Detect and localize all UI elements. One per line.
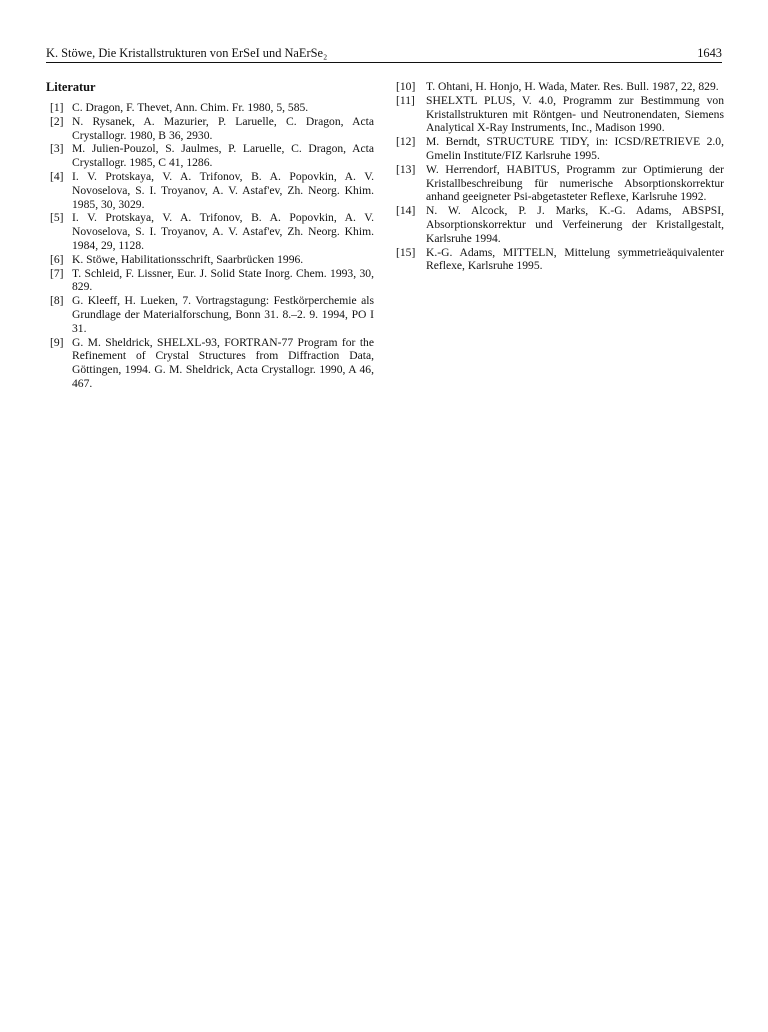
running-title: K. Stöwe, Die Kristallstrukturen von ErSeI und NaErSe₂ [46,46,328,60]
reference-number: [4] [50,169,64,183]
reference-number: [7] [50,266,64,280]
right-column [396,80,724,273]
reference-number: [12] [396,135,416,149]
reference-item [46,170,374,211]
reference-text: K. Stöwe, Habilitationsschrift, Saarbrücken 1996. [72,252,304,266]
reference-number: [6] [50,252,64,266]
reference-text: T. Ohtani, H. Honjo, H. Wada, Mater. Res. Bull. 1987, 22, 829. [426,80,719,93]
reference-item [46,253,374,267]
reference-number: [15] [396,245,416,259]
reference-item [396,246,724,274]
reference-text: G. Kleeff, H. Lueken, 7. Vortragstagung: Festkörperchemie als Grundlage der Materialforschung, Bonn 31. 8.–2. 9. 1994, PO I 31. [72,294,374,335]
reference-text: I. V. Protskaya, V. A. Trifonov, B. A. Popovkin, A. V. Novoselova, S. I. Troyanov, A. V. Astaf'ev, Zh. Neorg. Khim. 1984, 29, 1128. [72,211,374,252]
reference-item [396,163,724,204]
reference-text: G. M. Sheldrick, SHELXL-93, FORTRAN-77 Program for the Refinement of Crystal Structures from Diffraction Data, Göttingen, 1994. G. M. Sheldrick, Acta Crystallogr. 1990, A 46, 467. [72,335,374,390]
reference-item [46,142,374,170]
reference-item [396,135,724,163]
page-number: 1643 [697,46,722,60]
reference-item [46,267,374,295]
section-heading: Literatur [46,80,96,94]
reference-item [396,80,724,94]
reference-item [46,115,374,143]
running-header [46,44,722,62]
reference-text: K.-G. Adams, MITTELN, Mittelung symmetrieäquivalenter Reflexe, Karlsruhe 1995. [426,245,724,273]
reference-number: [14] [396,204,416,218]
reference-list-right [396,80,724,273]
reference-list-left [46,101,374,391]
reference-number: [9] [50,335,64,349]
reference-item [396,94,724,135]
reference-item [46,211,374,252]
reference-number: [8] [50,294,64,308]
reference-item [396,204,724,245]
reference-item [46,294,374,335]
header-rule [46,62,722,63]
reference-text: T. Schleid, F. Lissner, Eur. J. Solid State Inorg. Chem. 1993, 30, 829. [72,266,374,294]
reference-number: [13] [396,162,416,176]
reference-number: [5] [50,211,64,225]
reference-text: I. V. Protskaya, V. A. Trifonov, B. A. Popovkin, A. V. Novoselova, S. I. Troyanov, A. V. Astaf'ev, Zh. Neorg. Khim. 1985, 30, 3029. [72,169,374,211]
reference-text: N. Rysanek, A. Mazurier, P. Laruelle, C. Dragon, Acta Crystallogr. 1980, B 36, 2930. [72,114,374,142]
reference-text: M. Berndt, STRUCTURE TIDY, in: ICSD/RETRIEVE 2.0, Gmelin Institute/FIZ Karlsruhe 1995. [426,135,724,162]
reference-number: [1] [50,101,64,114]
reference-number: [11] [396,93,415,107]
left-column [46,80,374,391]
reference-text: W. Herrendorf, HABITUS, Programm zur Optimierung der Kristallbeschreibung für numerische Absorptionskorrektur anhand geeigneter Psi-abgetasteter Reflexe, Karlsruhe 1992. [426,162,724,204]
reference-item [46,101,374,115]
reference-number: [3] [50,142,64,156]
reference-text: M. Julien-Pouzol, S. Jaulmes, P. Laruelle, C. Dragon, Acta Crystallogr. 1985, C 41, 1286. [72,142,374,170]
reference-number: [10] [396,80,416,93]
reference-item [46,336,374,391]
reference-text: N. W. Alcock, P. J. Marks, K.-G. Adams, ABSPSI, Absorptionskorrektur und Verfeinerung der Kristallgestalt, Karlsruhe 1994. [426,204,724,245]
reference-text: C. Dragon, F. Thevet, Ann. Chim. Fr. 1980, 5, 585. [72,101,309,114]
reference-number: [2] [50,114,64,128]
reference-text: SHELXTL PLUS, V. 4.0, Programm zur Bestimmung von Kristallstrukturen mit Röntgen- und Neutronendaten, Siemens Analytical X-Ray Instruments, Inc., Madison 1990. [426,93,724,135]
